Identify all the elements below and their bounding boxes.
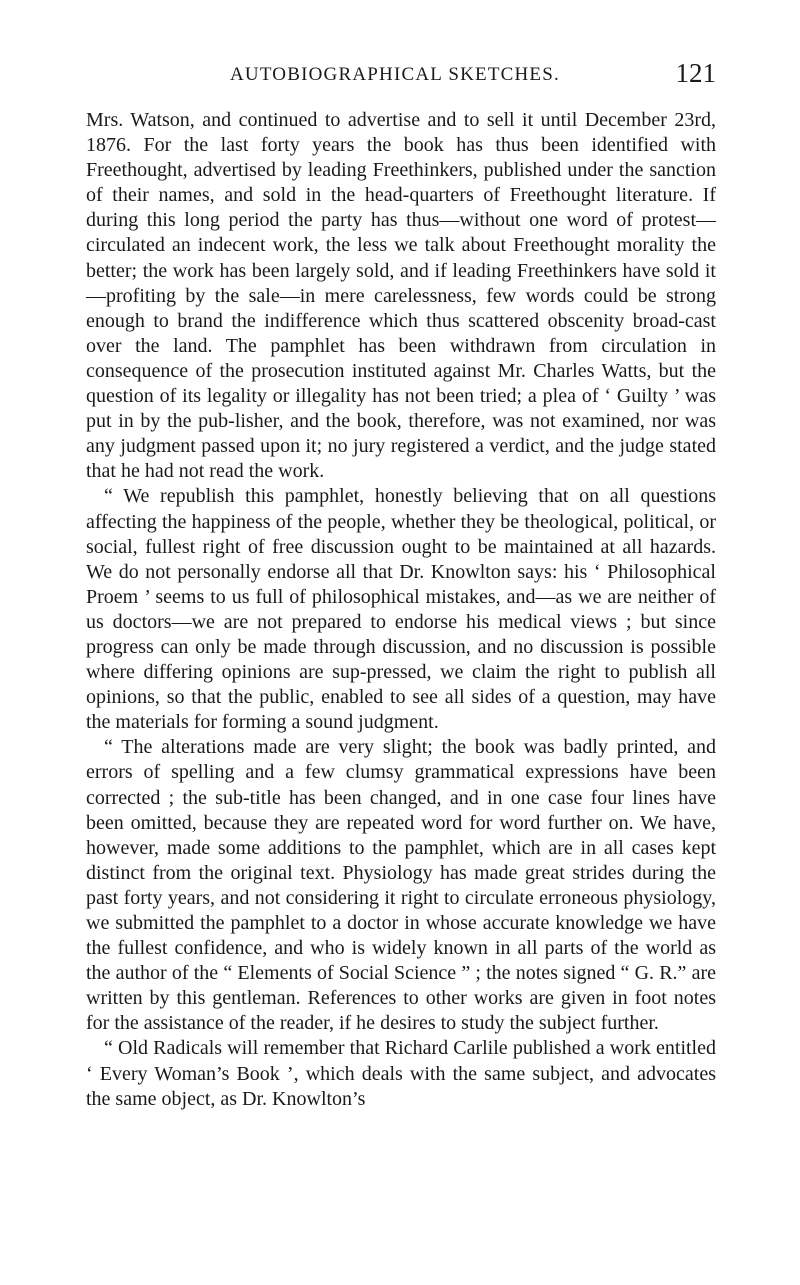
running-head (86, 60, 716, 90)
paragraph: “ Old Radicals will remember that Richard Carlile published a work entitled ‘ Every Woman’s Book ’, which deals with the same subject, and advocates the same object, as Dr. Knowlton’s (86, 1037, 716, 1110)
running-head-title: AUTOBIOGRAPHICAL SKETCHES. (230, 64, 560, 85)
paragraph: “ The alterations made are very slight; the book was badly printed, and errors of spelling and a few clumsy grammatical expressions have been corrected ; the sub-title has been changed, and in one case four lines have been omitted, because they are repeated word for word further on. We have, however, made some additions to the pamphlet, which are in all cases kept distinct from the original text. Physiology has made great strides during the past forty years, and not considering it right to circulate erroneous physiology, we submitted the pamphlet to a doctor in whose accurate knowledge we have the fullest confidence, and who is widely known in all parts of the world as the author of the “ Elements of Social Science ” ; the notes signed “ G. R.” are written by this gentleman. References to other works are given in foot notes for the assistance of the reader, if he desires to study the subject further. (86, 736, 716, 1035)
paragraph: “ We republish this pamphlet, honestly believing that on all questions affecting the happiness of the people, whether they be theological, political, or social, fullest right of free discussion ought to be maintained at all hazards. We do not personally endorse all that Dr. Knowlton says: his ‘ Philosophical Proem ’ seems to us full of philosophical mistakes, and—as we are neither of us doctors—we are not prepared to endorse his medical views ; but since progress can only be made through discussion, and no discussion is possible where differing opinions are sup-pressed, we claim the right to publish all opinions, so that the public, enabled to see all sides of a question, may have the materials for forming a sound judgment. (86, 485, 716, 734)
paragraph-continued: Mrs. Watson, and continued to advertise and to sell it until December 23rd, 1876. For the last forty years the book has thus been identified with Freethought, advertised by leading Freethinkers, published under the sanction of their names, and sold in the head-quarters of Freethought literature. If during this long period the party has thus—without one word of protest—circulated an indecent work, the less we talk about Freethought morality the better; the work has been largely sold, and if leading Freethinkers have sold it—profiting by the sale—in mere carelessness, few words could be strong enough to brand the indifference which thus scattered obscenity broad-cast over the land. The pamphlet has been withdrawn from circulation in consequence of the prosecution instituted against Mr. Charles Watts, but the question of its legality or illegality has not been tried; a plea of ‘ Guilty ’ was put in by the pub-lisher, and the book, therefore, was not examined, nor was any judgment passed upon it; no jury registered a verdict, and the judge stated that he had not read the work. (86, 109, 716, 483)
body-text (86, 108, 716, 1112)
page-number: 121 (675, 58, 716, 88)
